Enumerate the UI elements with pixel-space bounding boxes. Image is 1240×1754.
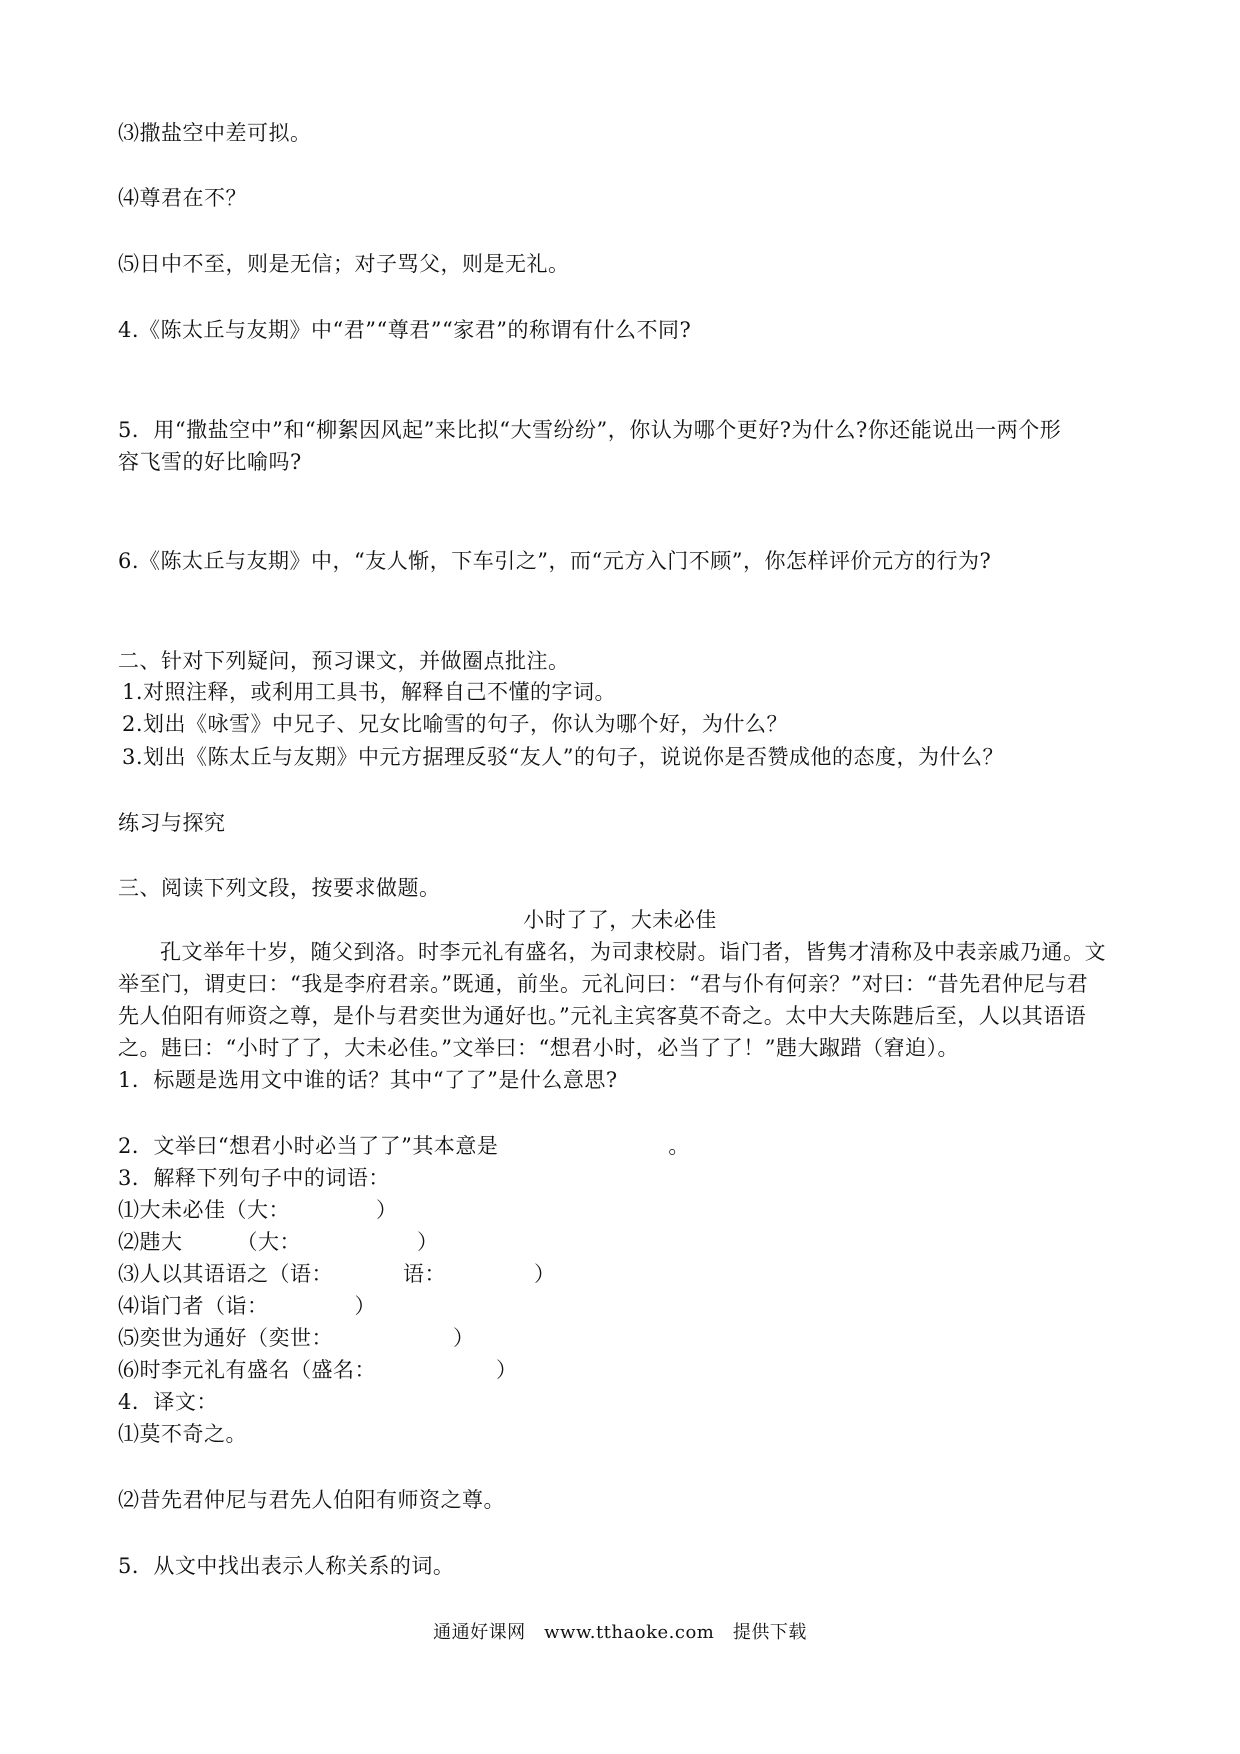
vocab-item-mid: 语：: [403, 1262, 446, 1286]
part-3-heading: 三、阅读下列文段，按要求做题。: [118, 876, 441, 900]
vocab-item-close: ）: [417, 1230, 439, 1254]
vocab-item-text: ⑹时李元礼有盛名（盛名：: [118, 1358, 376, 1382]
item-3-4: ⑷尊君在不？: [118, 186, 247, 210]
passage-line-4: 之。韪曰：“小时了了，大未必佳。”文举曰：“想君小时，必当了了！”韪大踧踖（窘迫）。: [118, 1036, 959, 1060]
part-3-question-3-heading: 3．解释下列句子中的词语：: [118, 1166, 390, 1190]
vocab-item-text: ⑴大未必佳（大：: [118, 1198, 290, 1222]
vocab-item-text: ⑶人以其语语之（语：: [118, 1262, 333, 1286]
question-2-text: 2．文举曰“想君小时必当了了”其本意是: [118, 1134, 499, 1158]
vocab-item-text: ⑷诣门者（诣：: [118, 1294, 269, 1318]
question-5-line-2: 容飞雪的好比喻吗?: [118, 450, 302, 474]
vocab-item-1: [118, 1195, 398, 1225]
vocab-item-text: ⑸奕世为通好（奕世：: [118, 1326, 333, 1350]
passage-line-2: 举至门，谓吏曰：“我是李府君亲。”既通，前坐。元礼问曰：“君与仆有何亲？”对曰：“昔先君仲尼与君: [118, 972, 1089, 996]
vocab-item-close: ）: [376, 1198, 398, 1222]
vocab-item-5: [118, 1323, 475, 1353]
section-title: 练习与探究: [118, 811, 226, 835]
passage-line-3: 先人伯阳有师资之尊，是仆与君奕世为通好也。”元礼主宾客莫不奇之。太中大夫陈韪后至，人以其语语: [118, 1004, 1087, 1028]
translation-item-2: ⑵昔先君仲尼与君先人伯阳有师资之尊。: [118, 1488, 505, 1512]
vocab-item-6: [118, 1355, 518, 1385]
question-4: 4.《陈太丘与友期》中“君”“尊君”“家君”的称谓有什么不同?: [118, 318, 692, 342]
vocab-item-4: [118, 1291, 376, 1321]
vocab-item-close: ）: [496, 1358, 518, 1382]
vocab-item-3: [118, 1259, 556, 1289]
part-3-question-4-heading: 4．译文：: [118, 1390, 218, 1414]
part-2-item-1: 1.对照注释，或利用工具书，解释自己不懂的字词。: [122, 680, 617, 704]
item-3-5: ⑸日中不至，则是无信；对子骂父，则是无礼。: [118, 252, 570, 276]
vocab-item-close: ）: [453, 1326, 475, 1350]
part-3-question-2: [118, 1131, 690, 1161]
part-3-question-5: 5．从文中找出表示人称关系的词。: [118, 1554, 455, 1578]
question-5-line-1: 5．用“撒盐空中”和“柳絮因风起”来比拟“大雪纷纷”，你认为哪个更好?为什么?你还能说出一两个形: [118, 418, 1062, 442]
question-6: 6.《陈太丘与友期》中，“友人惭，下车引之”，而“元方入门不顾”，你怎样评价元方的行为?: [118, 549, 992, 573]
part-2-heading: 二、针对下列疑问，预习课文，并做圈点批注。: [118, 649, 570, 673]
part-2-item-2: 2.划出《咏雪》中兄子、兄女比喻雪的句子，你认为哪个好，为什么？: [122, 712, 789, 736]
passage-line-1: 孔文举年十岁，随父到洛。时李元礼有盛名，为司隶校尉。诣门者，皆隽才清称及中表亲戚乃通。文: [160, 940, 1106, 964]
translation-item-1: ⑴莫不奇之。: [118, 1422, 247, 1446]
vocab-item-close: ）: [534, 1262, 556, 1286]
vocab-item-text: ⑵韪大 （大：: [118, 1230, 301, 1254]
vocab-item-2: [118, 1227, 439, 1257]
vocab-item-close: ）: [354, 1294, 376, 1318]
part-3-question-1: 1．标题是选用文中谁的话？其中“了了”是什么意思?: [118, 1068, 618, 1092]
part-2-item-3: 3.划出《陈太丘与友期》中元方据理反驳“友人”的句子，说说你是否赞成他的态度，为什么？: [122, 745, 1005, 769]
passage-title: 小时了了，大未必佳: [523, 908, 717, 932]
footer-credit: 通通好课网 www.tthaoke.com 提供下载: [433, 1622, 807, 1643]
item-3-3: ⑶撒盐空中差可拟。: [118, 121, 312, 145]
question-2-end: 。: [668, 1134, 690, 1158]
